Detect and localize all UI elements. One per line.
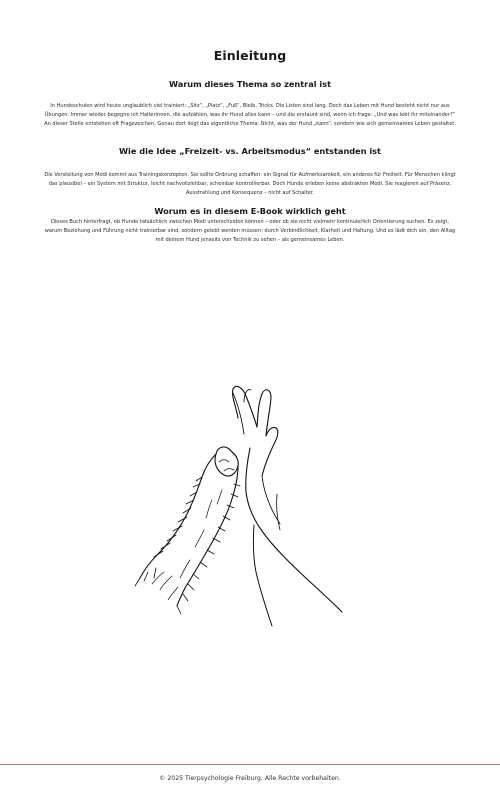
section-body-idea: Die Vorstellung von Modi kommt aus Trainingskonzepten. Sie sollte Ordnung schaffen: ein Signal für Aufmerksamkeit, ein anderes für Freiheit. Für Menschen klingt das plausibel – ein System mit Struktur, leicht nachvollziehbar, scheinbar kontrollierbar. Doch Hunde erleben keine abstrakten Modi. Sie reagieren auf Präsenz, Ausstrahlung und Konsequenz – nicht auf Schalter. bbox=[44, 172, 456, 196]
section-body-purpose: Dieses Buch hinterfragt, ob Hunde tatsächlich zwischen Modi unterscheiden können – oder ob sie nicht vielmehr kontinuierlich Orientierung suchen. Es zeigt, warum Beziehung und Führung nicht trainierbar sind, sondern gelebt werden müssen: durch Verbindlichkeit, Klarheit und Haltung. Und es lädt dich ein, den Alltag mit deinem Hund jenseits von Technik zu sehen – als gemeinsames Leben. bbox=[44, 219, 456, 243]
paw-and-hand-high-five-icon bbox=[130, 380, 365, 630]
footer-copyright: © 2025 Tierpsychologie Freiburg. Alle Rechte vorbehalten. bbox=[159, 775, 341, 782]
section-heading-why: Warum dieses Thema so zentral ist bbox=[169, 79, 331, 89]
section-body-why: In Hundeschulen wird heute unglaublich viel trainiert: „Sitz“, „Platz“, „Fuß“, Bleib, Tricks. Die Listen sind lang. Doch das Leben mit Hund besteht nicht nur aus Übungen. Immer wieder begegne ich Halterinnen, die aufzählen, was ihr Hund alles kann – und die erstaunt sind, wenn ich frage: „Und was lebt ihr miteinander?“ An dieser Stelle entstehen oft Fragezeichen. Genau dort liegt das eigentliche Thema: Nicht, was der Hund „kann“, sondern wie sich gemeinsames Leben gestaltet. bbox=[44, 103, 456, 127]
section-heading-idea: Wie die Idee „Freizeit- vs. Arbeitsmodus“ entstanden ist bbox=[119, 146, 381, 156]
section-heading-purpose: Worum es in diesem E-Book wirklich geht bbox=[154, 206, 346, 216]
footer-divider bbox=[0, 764, 500, 765]
page-title: Einleitung bbox=[213, 48, 287, 63]
